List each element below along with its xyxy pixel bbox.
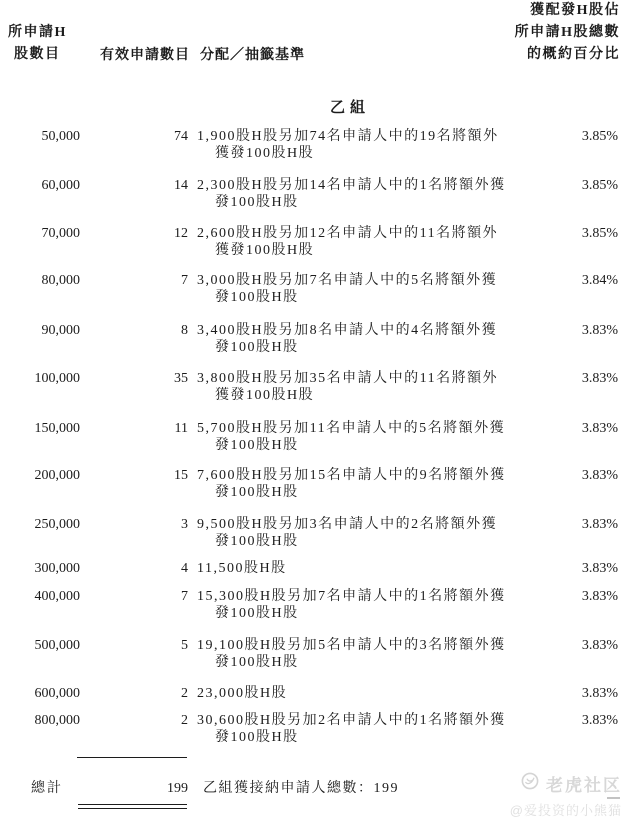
table-row [0, 272, 618, 306]
basis-line1: 2,600股H股另加12名申請人中的11名將額外 [197, 226, 499, 241]
percentage-cell: 3.83% [581, 713, 618, 728]
applications-cell: 4 [181, 561, 188, 576]
table-row [0, 225, 618, 259]
basis-line1: 3,000股H股另加7名申請人中的5名將額外獲 [197, 273, 498, 288]
basis-line1: 7,600股H股另加15名申請人中的9名將額外獲 [197, 468, 506, 483]
shares-cell: 60,000 [41, 178, 80, 193]
basis-line2: 發100股H股 [215, 655, 299, 670]
percentage-cell: 3.83% [581, 589, 618, 604]
shares-cell: 80,000 [41, 273, 80, 288]
applications-cell: 2 [181, 686, 188, 701]
watermark [510, 771, 622, 819]
watermark-brand-line [510, 771, 622, 796]
basis-line2: 發100股H股 [215, 534, 299, 549]
applications-cell: 7 [181, 273, 188, 288]
basis-cell [197, 685, 527, 702]
percentage-cell: 3.85% [581, 129, 618, 144]
shares-cell: 400,000 [34, 589, 80, 604]
basis-line1: 1,900股H股另加74名申請人中的19名將額外 [197, 129, 499, 144]
applications-cell: 5 [181, 638, 188, 653]
applications-cell: 3 [181, 517, 188, 532]
basis-line2: 發100股H股 [215, 340, 299, 355]
percentage-cell: 3.83% [581, 517, 618, 532]
total-label: 總計 [31, 781, 63, 796]
table-row [0, 420, 618, 454]
applications-cell: 8 [181, 323, 188, 338]
table-row [0, 560, 618, 577]
basis-cell [197, 370, 527, 404]
watermark-brand-label: 老虎社区 [546, 776, 622, 795]
basis-line2: 發100股H股 [215, 290, 299, 305]
shares-cell: 90,000 [41, 323, 80, 338]
header-col-percentage-line1: 獲配發H股佔 [530, 3, 620, 18]
basis-line1: 15,300股H股另加7名申請人中的1名將額外獲 [197, 589, 506, 604]
basis-cell [197, 128, 527, 162]
total-rule-bottom [78, 804, 187, 809]
header-col-percentage-line2: 所申請H股總數 [514, 25, 620, 40]
basis-line1: 9,500股H股另加3名申請人中的2名將額外獲 [197, 517, 498, 532]
watermark-handle: @爱投资的小熊猫 [509, 803, 622, 818]
table-row [0, 177, 618, 211]
header-col-shares-line1: 所申請H [8, 25, 67, 40]
table-row [0, 467, 618, 501]
basis-line1: 5,700股H股另加11名申請人中的5名將額外獲 [197, 421, 506, 436]
applications-cell: 35 [174, 371, 188, 386]
basis-line2: 獲發100股H股 [215, 146, 315, 161]
total-note: 乙組獲接納申請人總數：199 [203, 781, 399, 796]
percentage-cell: 3.83% [581, 638, 618, 653]
basis-line1: 3,800股H股另加35名申請人中的11名將額外 [197, 371, 499, 386]
percentage-cell: 3.83% [581, 371, 618, 386]
basis-line1: 2,300股H股另加14名申請人中的1名將額外獲 [197, 178, 506, 193]
shares-cell: 600,000 [34, 686, 80, 701]
percentage-cell: 3.83% [581, 561, 618, 576]
basis-cell [197, 560, 527, 577]
percentage-cell: 3.83% [581, 421, 618, 436]
header-col-applications: 有效申請數目 [100, 48, 190, 63]
table-row [0, 637, 618, 671]
table-row [0, 128, 618, 162]
basis-line2: 發100股H股 [215, 606, 299, 621]
basis-cell [197, 516, 527, 550]
basis-line2: 發100股H股 [215, 485, 299, 500]
header-col-basis: 分配／抽籤基準 [200, 48, 305, 63]
basis-cell [197, 177, 527, 211]
basis-cell [197, 588, 527, 622]
applications-cell: 15 [174, 468, 188, 483]
header-col-percentage-line3: 的概約百分比 [527, 47, 620, 62]
basis-line1: 19,100股H股另加5名申請人中的3名將額外獲 [197, 638, 506, 653]
shares-cell: 300,000 [34, 561, 80, 576]
shares-cell: 50,000 [41, 129, 80, 144]
basis-cell [197, 322, 527, 356]
basis-cell [197, 712, 527, 746]
basis-cell [197, 637, 527, 671]
applications-cell: 14 [174, 178, 188, 193]
shares-cell: 250,000 [34, 517, 80, 532]
basis-cell [197, 272, 527, 306]
basis-line2: 獲發100股H股 [215, 388, 315, 403]
applications-cell: 12 [174, 226, 188, 241]
total-applications: 199 [167, 781, 188, 796]
applications-cell: 74 [174, 129, 188, 144]
table-row [0, 712, 618, 746]
percentage-cell: 3.83% [581, 686, 618, 701]
shares-cell: 70,000 [41, 226, 80, 241]
percentage-cell: 3.85% [581, 178, 618, 193]
watermark-brand-text [546, 771, 622, 796]
basis-cell [197, 420, 527, 454]
shares-cell: 100,000 [34, 371, 80, 386]
table-row [0, 322, 618, 356]
basis-line2: 獲發100股H股 [215, 243, 315, 258]
percentage-cell: 3.83% [581, 468, 618, 483]
applications-cell: 7 [181, 589, 188, 604]
percentage-cell: 3.84% [581, 273, 618, 288]
basis-line1: 23,000股H股 [197, 686, 288, 701]
header-col-percentage [515, 0, 620, 66]
table-row [0, 370, 618, 404]
table-row [0, 516, 618, 550]
percentage-cell: 3.85% [581, 226, 618, 241]
applications-cell: 2 [181, 713, 188, 728]
watermark-underline [607, 797, 620, 799]
total-rule-top [77, 757, 187, 758]
basis-line2: 發100股H股 [215, 730, 299, 745]
shares-cell: 500,000 [34, 638, 80, 653]
table-row [0, 685, 618, 702]
shares-cell: 200,000 [34, 468, 80, 483]
header-col-shares-line2: 股數目 [14, 47, 61, 62]
basis-line2: 發100股H股 [215, 438, 299, 453]
shares-cell: 800,000 [34, 713, 80, 728]
basis-line2: 發100股H股 [215, 195, 299, 210]
header-col-shares [8, 22, 67, 66]
applications-cell: 11 [174, 421, 188, 436]
shares-cell: 150,000 [34, 421, 80, 436]
basis-cell [197, 225, 527, 259]
basis-line1: 11,500股H股 [197, 561, 287, 576]
basis-line1: 30,600股H股另加2名申請人中的1名將額外獲 [197, 713, 506, 728]
table-row [0, 588, 618, 622]
percentage-cell: 3.83% [581, 323, 618, 338]
basis-cell [197, 467, 527, 501]
tiger-logo-icon [521, 772, 539, 795]
basis-line1: 3,400股H股另加8名申請人中的4名將額外獲 [197, 323, 498, 338]
group-label: 乙組 [329, 100, 370, 116]
